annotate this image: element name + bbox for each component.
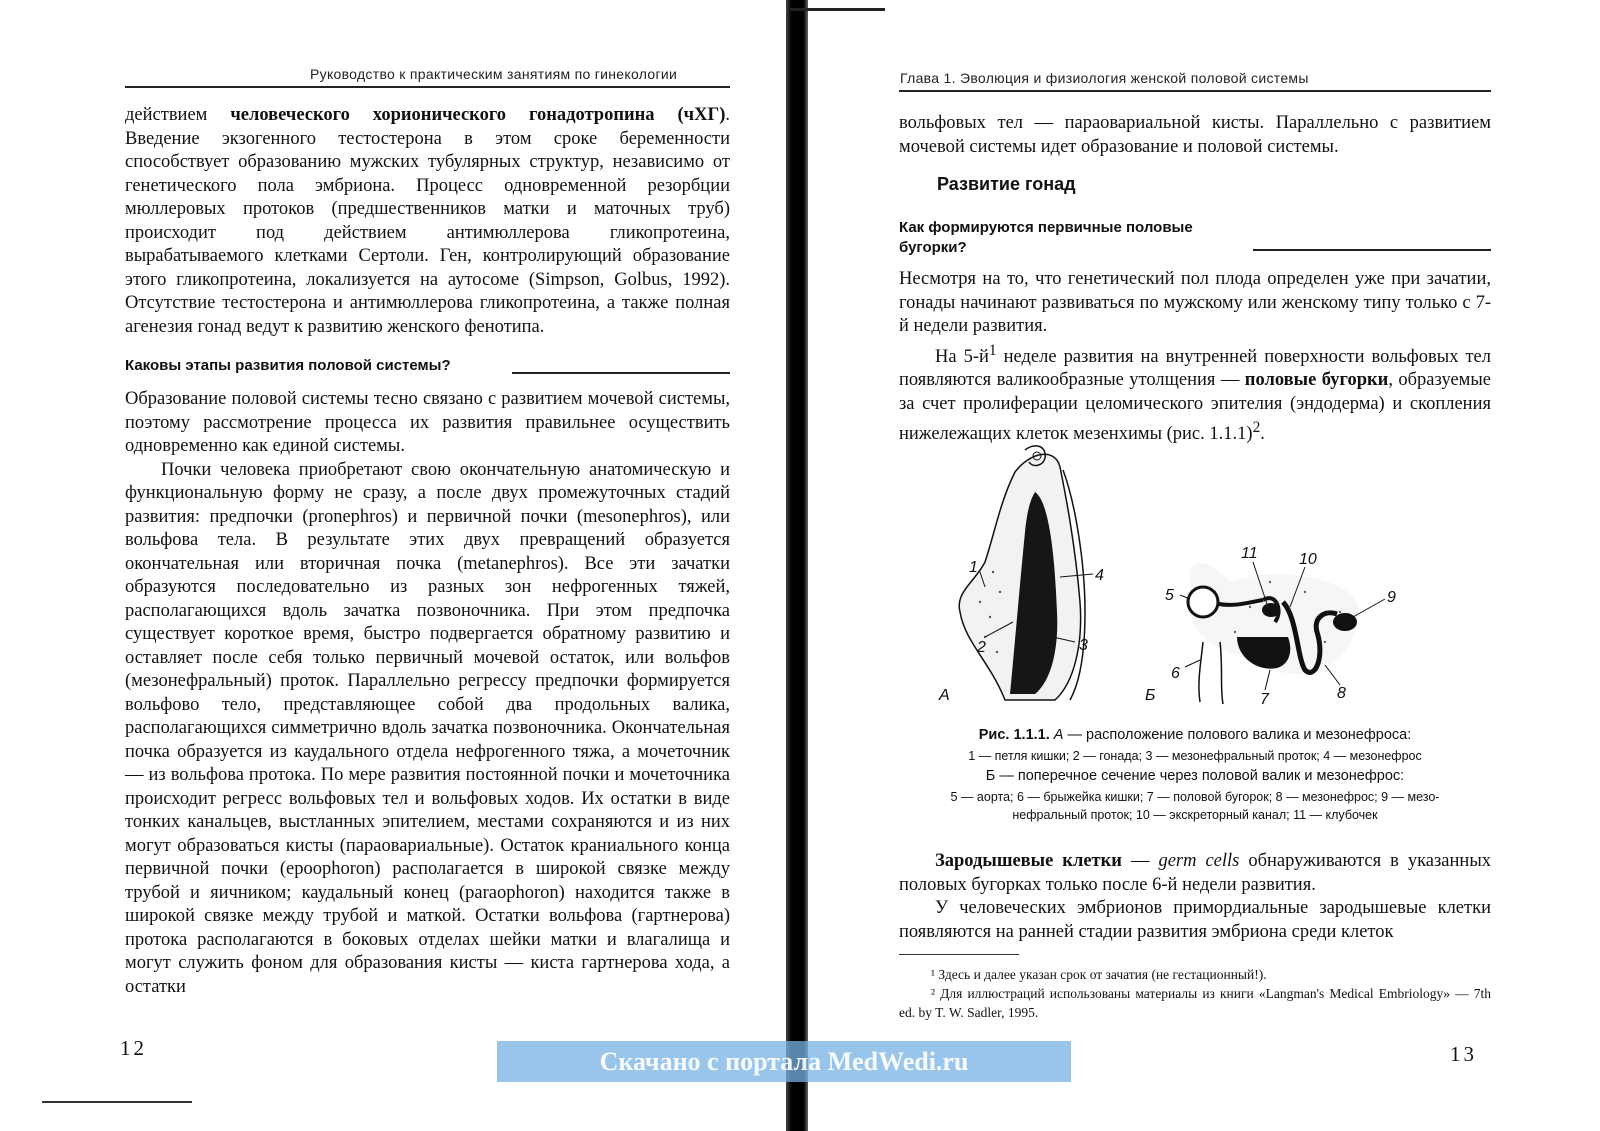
header-rule-left xyxy=(125,86,730,88)
bottom-edge-line xyxy=(42,1101,192,1103)
question-heading-left: Каковы этапы развития половой системы? xyxy=(125,357,451,374)
text-run: неделе развития на внутренней поверхности вольфовых тел появляются валикообразные утолщения — xyxy=(899,346,1491,391)
running-head-right: Глава 1. Эволюция и физиология женской половой системы xyxy=(900,70,1309,86)
caption-text: — расположение полового валика и мезонефроса: xyxy=(1063,727,1412,743)
footnote: ¹ Здесь и далее указан срок от зачатия (не гестационный!). xyxy=(931,967,1267,982)
text-run: , образуемые за счет пролиферации целомического эпителия (эндодерма) и скопления нижележащих клеток мезенхимы (рис. 1.1.1) xyxy=(899,370,1492,445)
caption-text: Б — поперечное сечение через половой валик и мезонефрос: xyxy=(985,768,1405,784)
fig-label-7: 7 xyxy=(1260,691,1269,707)
left-paragraph-2 xyxy=(125,388,730,999)
caption-legend: нефральный проток; 10 — экскреторный канал; 11 — клубочек xyxy=(1012,808,1378,822)
panel-a-label: А xyxy=(939,687,950,704)
right-paragraph-2 xyxy=(899,268,1491,447)
fig-label-6: 6 xyxy=(1171,665,1180,682)
text-run: . xyxy=(1260,424,1265,445)
paragraph-text: Образование половой системы тесно связано с развитием мочевой системы, поэтому рассмотрение процесса их развития правильнее осуществить одновременно как единой системы. xyxy=(125,389,730,456)
fig-label-2: 2 xyxy=(977,639,986,656)
running-head-left: Руководство к практическим занятиям по гинекологии xyxy=(310,66,678,82)
fig-label-3: 3 xyxy=(1079,637,1088,654)
question-rule-left xyxy=(512,372,730,374)
fig-label-9: 9 xyxy=(1387,589,1396,606)
text-run: На 5-й xyxy=(935,346,989,367)
paragraph-text: вольфовых тел — параовариальной кисты. Параллельно с развитием мочевой системы идет образование и половой системы. xyxy=(899,113,1491,157)
header-rule-right xyxy=(899,90,1491,92)
figure-caption xyxy=(899,724,1491,824)
left-paragraph-1 xyxy=(125,104,730,339)
paragraph-text: У человеческих эмбрионов примордиальные зародышевые клетки появляются на ранней стадии развития эмбриона среди клеток xyxy=(899,898,1491,942)
footnotes xyxy=(899,965,1491,1022)
figure-ref: Рис. 1.1.1. xyxy=(978,727,1050,743)
panel-a-drawing xyxy=(959,446,1093,700)
watermark-banner: Скачано с портала MedWedi.ru xyxy=(497,1041,1071,1082)
panel-b-drawing xyxy=(1180,562,1385,704)
right-paragraph-1 xyxy=(899,112,1491,159)
paragraph-text: Почки человека приобретают свою окончательную анатомическую и функциональную форму не сразу, а после двух промежуточных стадий развития: предпочки (pronephros) и первичной почки (mesonephros), или вольфова тела. В результате этих двух превращений образуется окончательная или вторичная почка (metanephros). Все эти зачатки образуются последовательно из разных зон нефрогенных тяжей, располагающихся вдоль зачатка позвоночника. При этом предпочка существует короткое время, быстро подвергается обратному развитию и оставляет после себя только первичный мочевой остаток, или вольфов (мезонефральный) проток. Параллельно регрессу предпочки формируется вольфово тело, представляющее собой два продольных валика, располагающихся симметрично вдоль зачатка позвоночника. Окончательная почка образуется из каудального отдела нефрогенного тяжа, а мочеточник — из вольфова протока. По мере развития постоянной почки и мочеточника происходит регресс вольфовых тел и вольфовых ходов. Их остатки в виде тонких канальцев, выстланных эпителием, местами сохраняются и из них могут образоваться кисты (параовариальные). Остаток краниального конца первичной почки (epoophoron) располагается в широкой связке между трубой и яичником; каудальный конец (paraophoron) находится также в широкой связке между трубой и маткой. Остатки вольфова (гартнерова) протока располагаются в боковых отделах шейки матки и влагалища и могут служить фоном для образования кисты — киста гартнерова хода, а остатки xyxy=(125,459,730,997)
question-line: Как формируются первичные половые xyxy=(899,219,1193,236)
fig-label-8: 8 xyxy=(1337,685,1346,702)
fig-label-11: 11 xyxy=(1241,545,1258,562)
fig-label-10: 10 xyxy=(1299,551,1317,568)
caption-legend: 5 — аорта; 6 — брыжейка кишки; 7 — половой бугорок; 8 — мезонефрос; 9 — мезо- xyxy=(950,790,1440,804)
text-run: действием xyxy=(125,105,231,125)
panel-letter: А xyxy=(1053,727,1064,743)
panel-b-label: Б xyxy=(1145,687,1156,704)
paragraph-text xyxy=(899,339,1491,447)
section-title: Развитие гонад xyxy=(937,174,1076,194)
left-page xyxy=(0,0,790,1131)
fig-label-4: 4 xyxy=(1095,567,1104,584)
bold-term: человеческого хорионического гонадотропина (чХГ) xyxy=(230,105,726,125)
question-line: бугорки? xyxy=(899,239,967,256)
footnote-ref: 2 xyxy=(1252,419,1261,437)
text-run: . Введение экзогенного тестостерона в этом сроке беременности способствует образованию мужских тубулярных структур, независимо от генетического пола эмбриона. Процесс одновременной резорбции мюллеровых протоков (предшественников матки и маточных труб) происходит под действием антимюллерова гликопротеина, вырабатываемого клетками Сертоли. Ген, контролирующий образование этого гликопротеина, локализуется на аутосоме (Simpson, Golbus, 1992). Отсутствие тестостерона и антимюллерова гликопротеина, а также полная агенезия гонад ведут к развитию женского фенотипа. xyxy=(125,105,731,337)
question-rule-right xyxy=(1253,249,1491,251)
page-number-right: 13 xyxy=(1450,1042,1477,1066)
bold-term: Зародышевые клетки xyxy=(935,851,1122,871)
footnote: ² Для иллюстраций использованы материалы из книги «Langman's Medical Embriology» — 7th ed. by T. W. Sadler, 1995. xyxy=(899,986,1491,1020)
italic-term: germ cells xyxy=(1158,851,1240,871)
text-run: — xyxy=(1121,851,1159,871)
fig-label-5: 5 xyxy=(1165,587,1174,604)
footnote-ref: 1 xyxy=(988,341,997,359)
footnote-rule xyxy=(899,954,1019,955)
question-heading-right xyxy=(899,218,1193,258)
paragraph-text: Несмотря на то, что генетический пол плода определен уже при зачатии, гонады начинают развиваться по мужскому или женскому типу только с 7-й недели развития. xyxy=(899,269,1491,336)
page-number-left: 12 xyxy=(120,1036,147,1060)
bold-term: половые бугорки xyxy=(1244,370,1389,391)
embryology-figure xyxy=(885,442,1415,707)
caption-legend: 1 — петля кишки; 2 — гонада; 3 — мезонефральный проток; 4 — мезонефрос xyxy=(968,749,1422,763)
fig-label-1: 1 xyxy=(969,559,978,576)
text-run: обнаруживаются в указанных половых бугорках только после 6-й недели развития. xyxy=(899,851,1492,895)
right-paragraph-4 xyxy=(899,850,1491,944)
